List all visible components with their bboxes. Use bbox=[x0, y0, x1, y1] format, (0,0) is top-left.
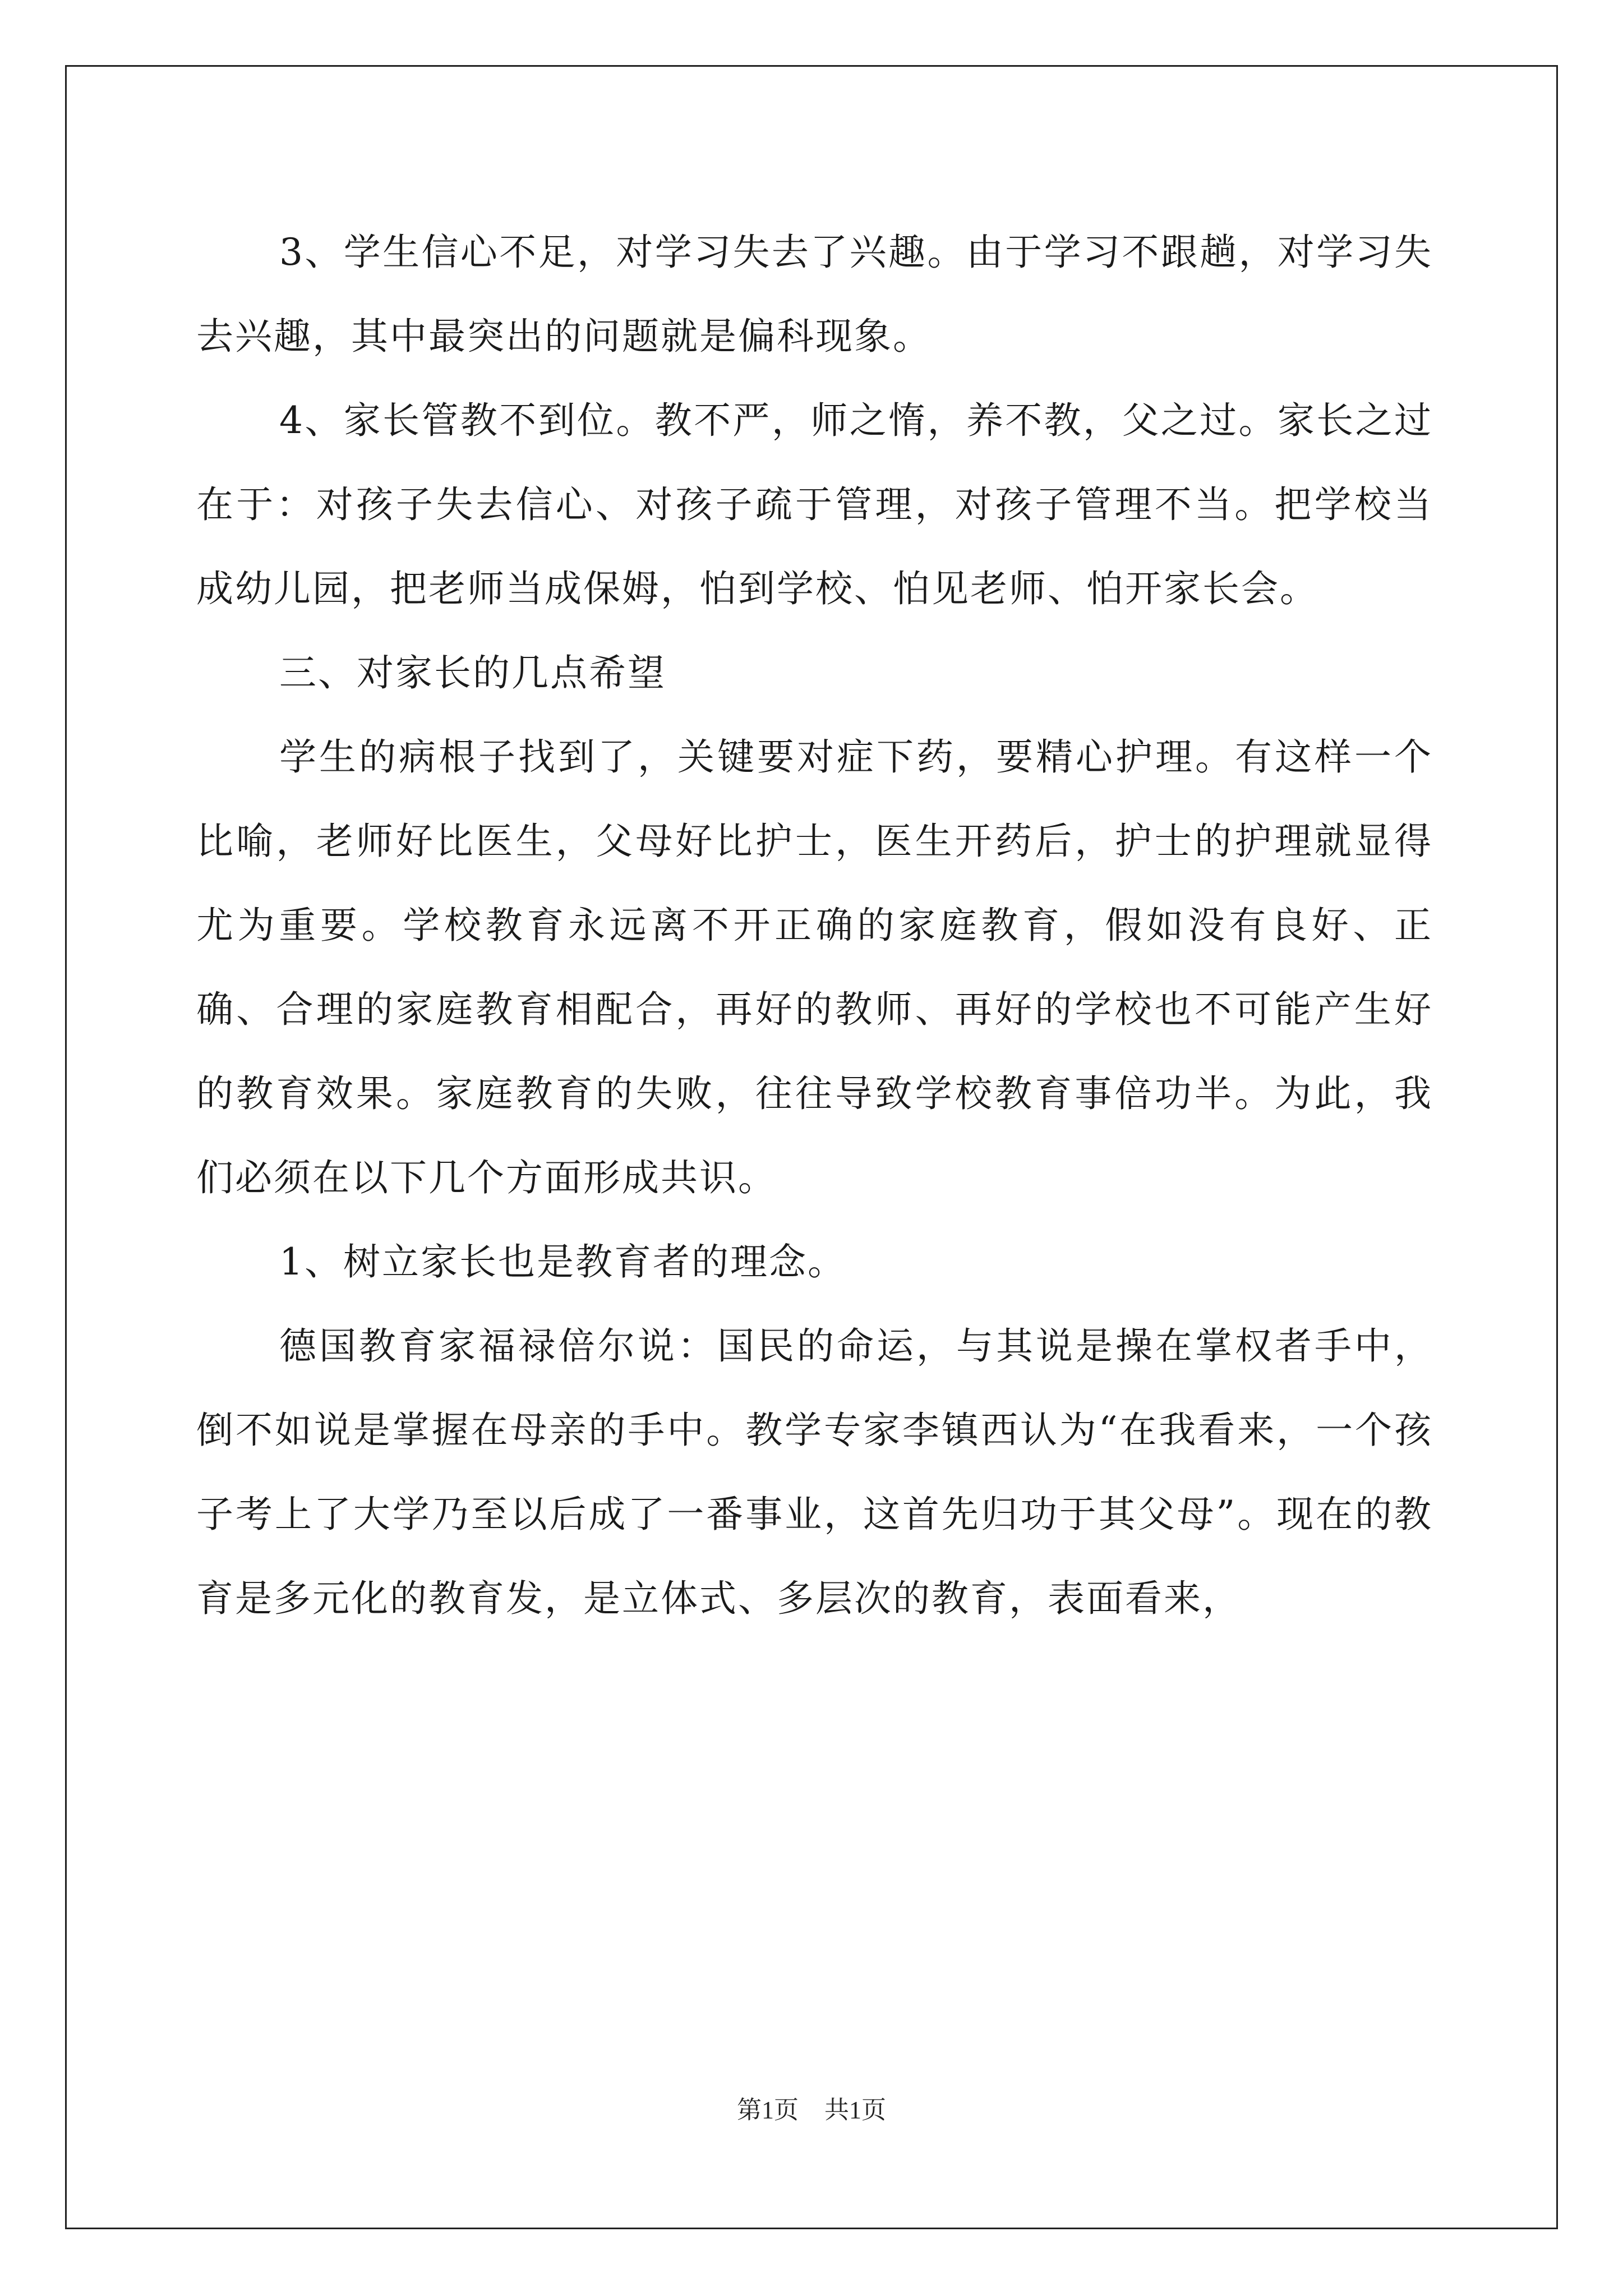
paragraph-point-4: 4、家长管教不到位。教不严，师之惰，养不教，父之过。家长之过在于：对孩子失去信心、对孩子疏于管理，对孩子管理不当。把学校当成幼儿园，把老师当成保姆，怕到学校、怕见老师、怕开家长会。 bbox=[196, 399, 1433, 610]
document-body bbox=[196, 210, 1433, 1641]
page-footer bbox=[0, 2090, 1623, 2125]
subheading-parents-as-educators: 1、树立家长也是教育者的理念。 bbox=[279, 1240, 846, 1283]
page-number: 第1页 bbox=[737, 2096, 799, 2124]
paragraph-root-cause: 学生的病根子找到了，关键要对症下药，要精心护理。有这样一个比喻，老师好比医生，父母好比护士，医生开药后，护士的护理就显得尤为重要。学校教育永远离不开正确的家庭教育，假如没有良好、正确、合理的家庭教育相配合，再好的教师、再好的学校也不可能产生好的教育效果。家庭教育的失败，往往导致学校教育事倍功半。为此，我们必须在以下几个方面形成共识。 bbox=[196, 735, 1433, 1199]
paragraph-point-3: 3、学生信心不足，对学习失去了兴趣。由于学习不跟趟，对学习失去兴趣，其中最突出的问题就是偏科现象。 bbox=[196, 231, 1433, 358]
paragraph-froebel-quote: 德国教育家福禄倍尔说：国民的命运，与其说是操在掌权者手中，倒不如说是掌握在母亲的手中。教学专家李镇西认为“在我看来，一个孩子考上了大学乃至以后成了一番事业，这首先归功于其父母”。现在的教育是多元化的教育发，是立体式、多层次的教育，表面看来， bbox=[196, 1324, 1433, 1620]
section-heading-hopes-for-parents: 三、对家长的几点希望 bbox=[279, 651, 666, 694]
page-total: 共1页 bbox=[824, 2096, 886, 2124]
